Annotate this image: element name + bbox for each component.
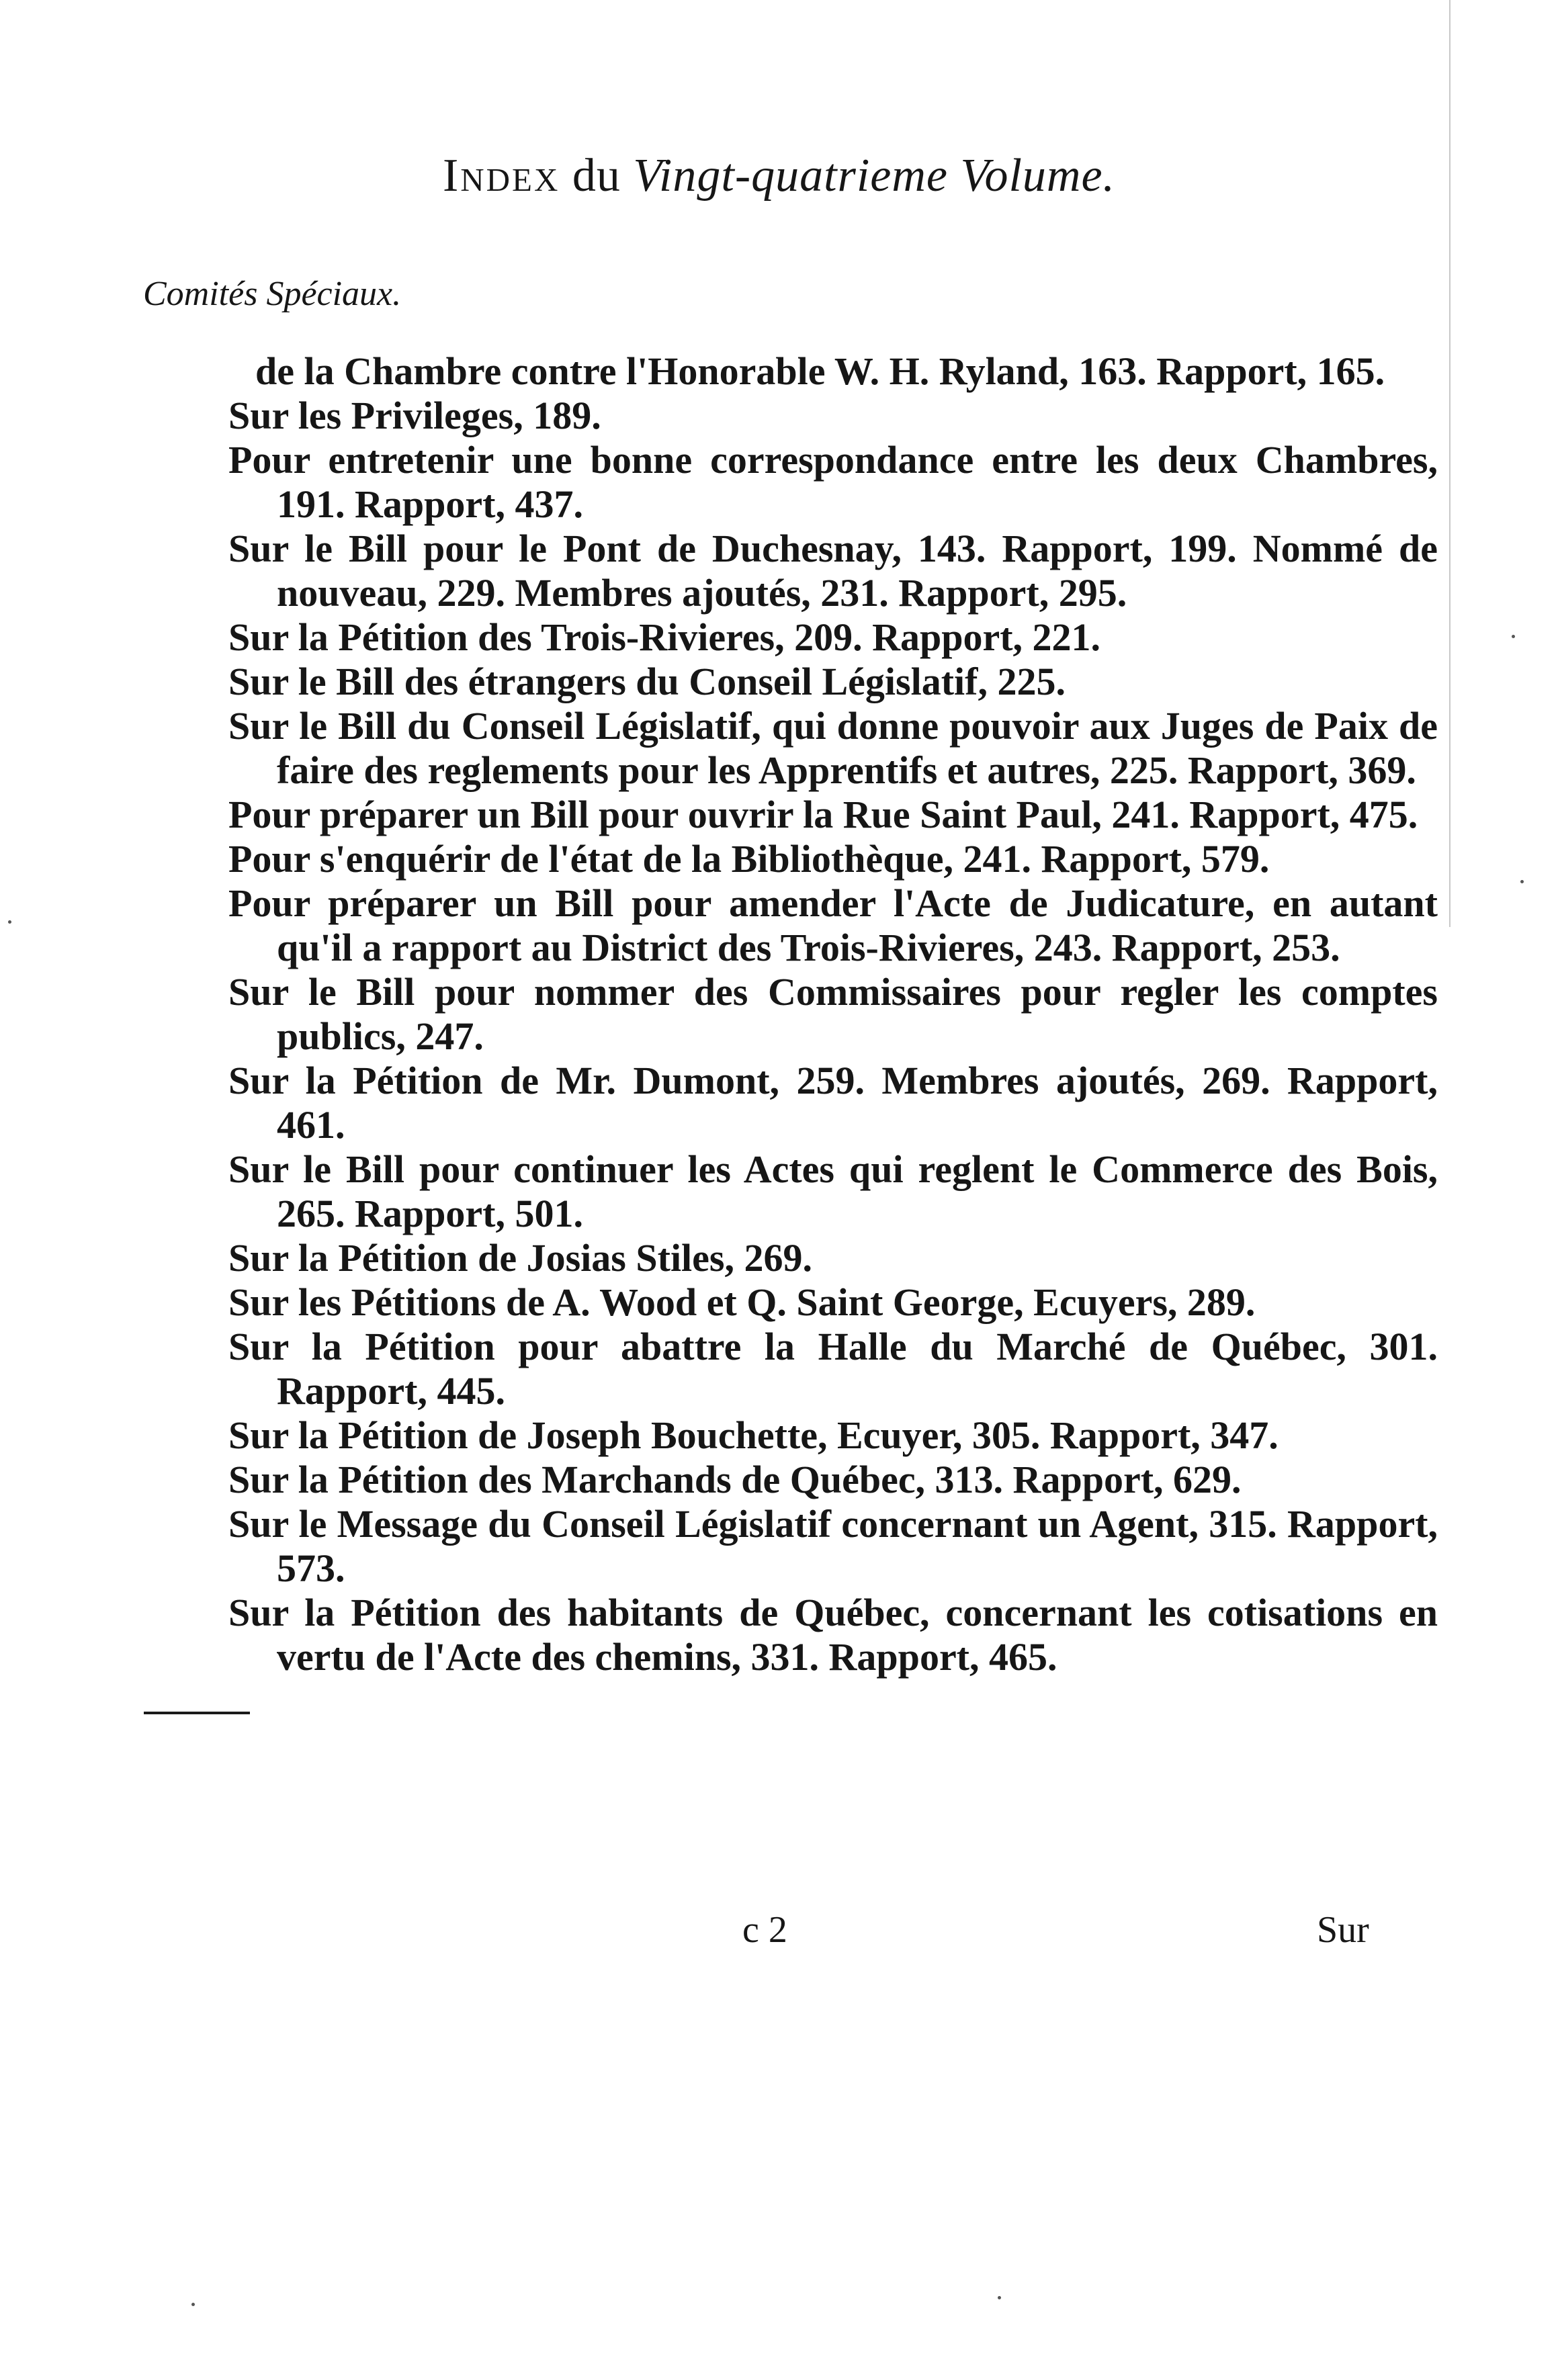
index-entry-13: Sur la Pétition de Josias Stiles, 269. — [228, 1236, 812, 1280]
index-entry-11: Sur la Pétition de Mr. Dumont, 259. Membres ajoutés, 269. Rapport, 461. — [228, 1059, 1438, 1147]
index-entry-1: Sur les Privileges, 189. — [228, 394, 601, 437]
index-entries — [228, 349, 1438, 1679]
index-entry-2: Pour entretenir une bonne correspondance entre les deux Chambres, 191. Rapport, 437. — [228, 438, 1438, 526]
page-header — [0, 149, 1558, 203]
index-entry-17: Sur la Pétition des Marchands de Québec, 313. Rapport, 629. — [228, 1458, 1242, 1501]
ink-speck — [998, 2296, 1001, 2299]
margin-dash-mark — [144, 1712, 250, 1714]
index-entry-16: Sur la Pétition de Joseph Bouchette, Ecuyer, 305. Rapport, 347. — [228, 1413, 1279, 1457]
page-edge-shadow — [1449, 0, 1451, 927]
index-entry-18: Sur le Message du Conseil Législatif concernant un Agent, 315. Rapport, 573. — [228, 1502, 1438, 1590]
ink-speck — [8, 920, 11, 924]
index-entry-5: Sur le Bill des étrangers du Conseil Législatif, 225. — [228, 660, 1066, 703]
index-entry-10: Sur le Bill pour nommer des Commissaires pour regler les comptes publics, 247. — [228, 970, 1438, 1058]
catchword: Sur — [1317, 1909, 1369, 1951]
index-entry-7: Pour préparer un Bill pour ouvrir la Rue Saint Paul, 241. Rapport, 475. — [228, 793, 1418, 836]
ink-speck — [1512, 635, 1515, 638]
header-italic-title: Vingt-quatrieme Volume. — [633, 150, 1116, 202]
ink-speck — [1520, 880, 1524, 883]
index-entry-19: Sur la Pétition des habitants de Québec, concernant les cotisations en vertu de l'Acte des chemins, 331. Rapport, 465. — [228, 1591, 1438, 1679]
index-entry-14: Sur les Pétitions de A. Wood et Q. Saint George, Ecuyers, 289. — [228, 1280, 1256, 1324]
signature-mark: c 2 — [742, 1909, 787, 1951]
header-word-du: du — [572, 150, 621, 202]
index-entry-4: Sur la Pétition des Trois-Rivieres, 209. Rapport, 221. — [228, 615, 1101, 659]
index-entry-9: Pour préparer un Bill pour amender l'Acte de Judicature, en autant qu'il a rapport au District des Trois-Rivieres, 243. Rapport, 253. — [228, 881, 1438, 969]
index-entry-15: Sur la Pétition pour abattre la Halle du Marché de Québec, 301. Rapport, 445. — [228, 1325, 1438, 1413]
index-entry-12: Sur le Bill pour continuer les Actes qui reglent le Commerce des Bois, 265. Rapport, 501. — [228, 1147, 1438, 1235]
ink-speck — [191, 2303, 195, 2306]
index-entry-6: Sur le Bill du Conseil Législatif, qui donne pouvoir aux Juges de Paix de faire des reglements pour les Apprentifs et autres, 225. Rapport, 369. — [228, 704, 1438, 792]
index-entry-8: Pour s'enquérir de l'état de la Bibliothèque, 241. Rapport, 579. — [228, 837, 1270, 881]
section-title: Comités Spéciaux. — [143, 275, 402, 313]
index-entry-0: de la Chambre contre l'Honorable W. H. Ryland, 163. Rapport, 165. — [255, 349, 1385, 393]
header-word-index: Index — [442, 150, 560, 202]
index-entry-3: Sur le Bill pour le Pont de Duchesnay, 143. Rapport, 199. Nommé de nouveau, 229. Membres ajoutés, 231. Rapport, 295. — [228, 527, 1438, 615]
